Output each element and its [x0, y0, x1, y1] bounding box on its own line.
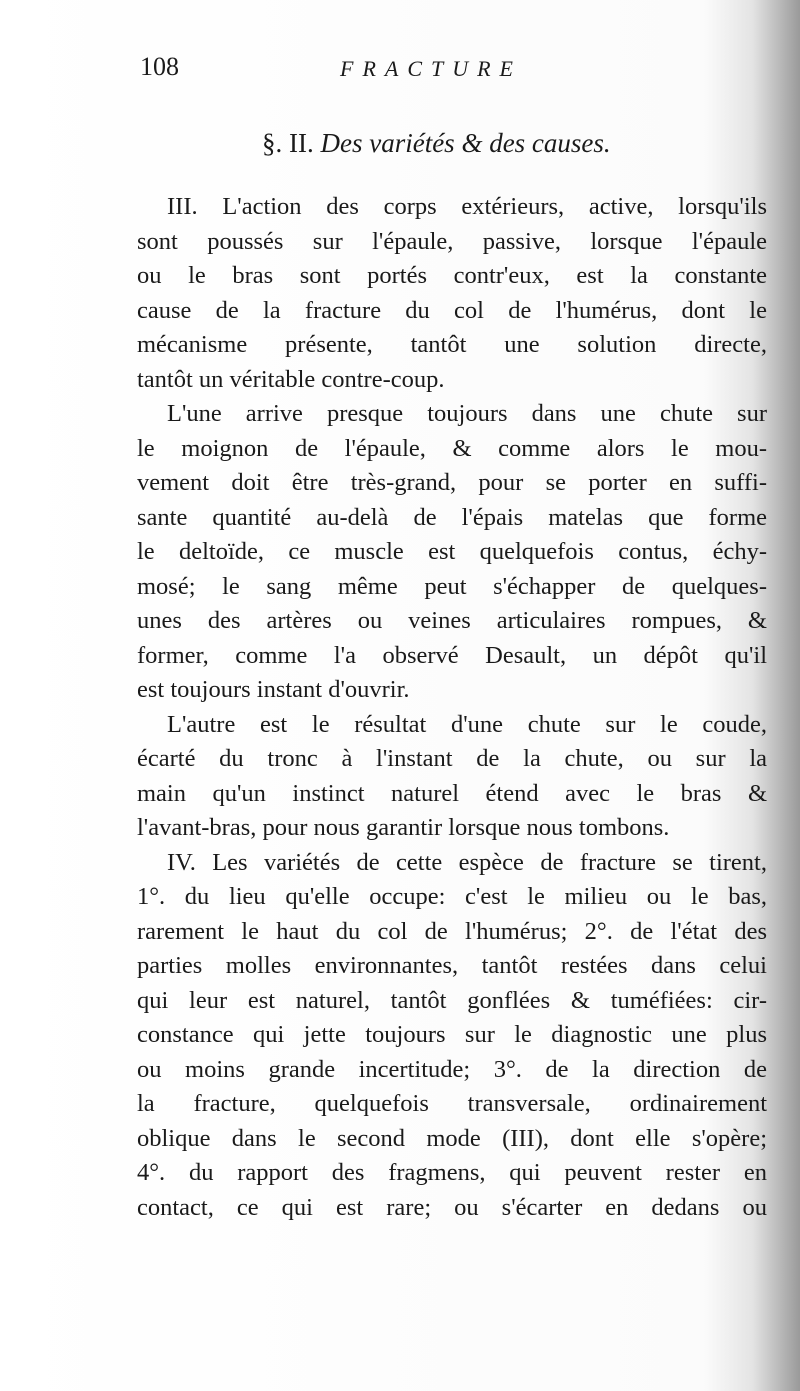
text-line: la fracture, quelquefois transversale, ordinairement	[137, 1090, 767, 1117]
text-line: constance qui jette toujours sur le diagnostic une plus	[137, 1021, 767, 1048]
text-line: unes des artères ou veines articulaires rompues, &	[137, 607, 767, 634]
text-line: main qu'un instinct naturel étend avec le bras &	[137, 779, 767, 807]
text-line: contact, ce qui est rare; ou s'écarter en dedans ou	[137, 1193, 767, 1221]
text-line: le moignon de l'épaule, & comme alors le mou-	[137, 434, 767, 462]
section-heading	[262, 128, 611, 159]
text-line: le deltoïde, ce muscle est quelquefois contus, échy-	[137, 538, 767, 565]
text-line: L'une arrive presque toujours dans une chute sur	[167, 400, 767, 427]
text-line: est toujours instant d'ouvrir.	[137, 676, 410, 703]
text-line: rarement le haut du col de l'humérus; 2°. de l'état des	[137, 917, 767, 945]
text-line: sont poussés sur l'épaule, passive, lorsque l'épaule	[137, 227, 767, 255]
text-line: former, comme l'a observé Desault, un dépôt qu'il	[137, 641, 767, 669]
text-line: sante quantité au-delà de l'épais matelas que forme	[137, 503, 767, 531]
text-line: vement doit être très-grand, pour se porter en suffi-	[137, 469, 767, 496]
page-header	[140, 52, 660, 92]
text-line: ou moins grande incertitude; 3°. de la direction de	[137, 1055, 767, 1083]
text-line: écarté du tronc à l'instant de la chute, ou sur la	[137, 745, 767, 772]
text-line: l'avant-bras, pour nous garantir lorsque nous tombons.	[137, 814, 670, 841]
page-number: 108	[140, 52, 179, 81]
running-head: FRACTURE	[340, 56, 522, 81]
text-line: 1°. du lieu qu'elle occupe: c'est le milieu ou le bas,	[137, 883, 767, 910]
text-line: qui leur est naturel, tantôt gonflées & tuméfiées: cir-	[137, 986, 767, 1014]
text-line: mécanisme présente, tantôt une solution directe,	[137, 331, 767, 358]
text-line: III. L'action des corps extérieurs, active, lorsqu'ils	[167, 193, 767, 220]
text-line: mosé; le sang même peut s'échapper de quelques-	[137, 572, 767, 600]
text-line: 4°. du rapport des fragmens, qui peuvent rester en	[137, 1159, 767, 1186]
text-line: oblique dans le second mode (III), dont elle s'opère;	[137, 1124, 767, 1152]
text-line: L'autre est le résultat d'une chute sur le coude,	[167, 710, 767, 738]
text-line: IV. Les variétés de cette espèce de fracture se tirent,	[167, 848, 767, 876]
text-line: tantôt un véritable contre-coup.	[137, 365, 445, 393]
body-text	[137, 190, 767, 1225]
text-line: cause de la fracture du col de l'humérus, dont le	[137, 296, 767, 324]
section-title: Des variétés & des causes.	[320, 128, 611, 158]
text-line: parties molles environnantes, tantôt restées dans celui	[137, 952, 767, 979]
text-line: ou le bras sont portés contr'eux, est la constante	[137, 262, 767, 289]
section-number: §. II.	[262, 128, 314, 158]
